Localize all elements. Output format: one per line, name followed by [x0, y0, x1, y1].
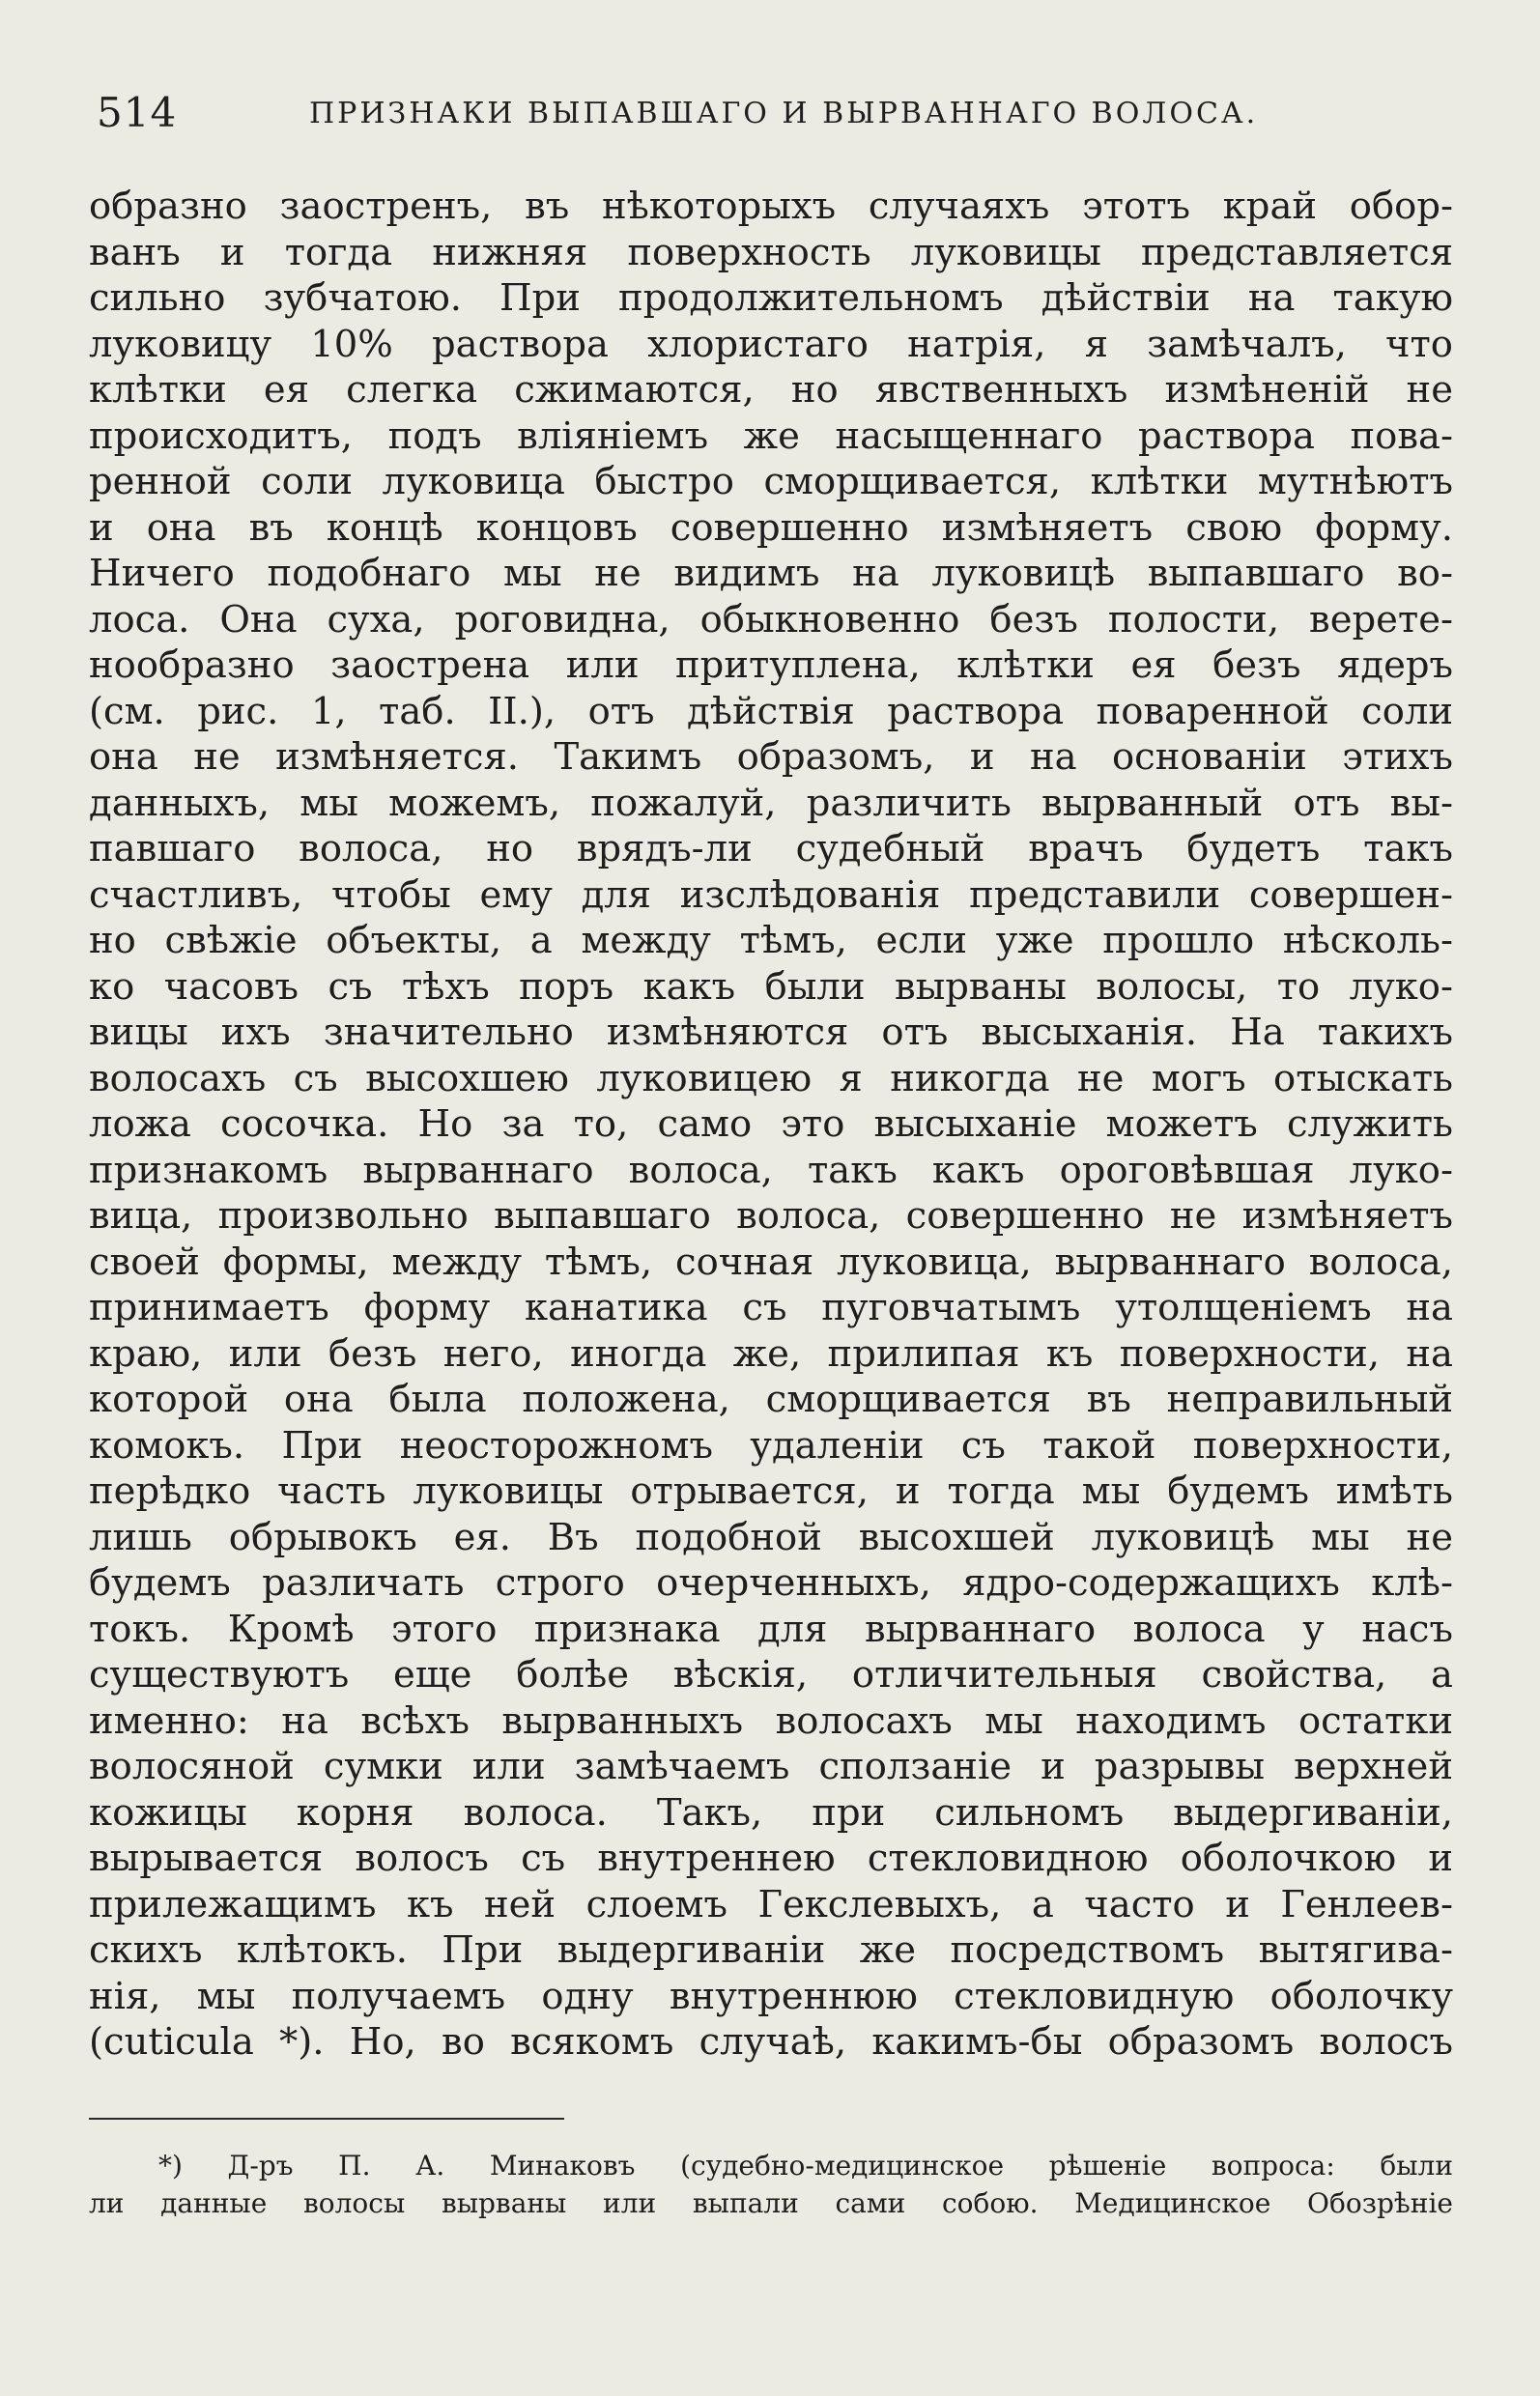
footnote-line: *) Д-ръ П. А. Минаковъ (судебно-медицинское рѣшеніе вопроса: были: [158, 2150, 1453, 2182]
text-line: которой она была положена, сморщивается въ неправильный: [89, 1378, 1453, 1421]
text-line: вырывается волосъ съ внутреннею стекловидною оболочкою и: [89, 1837, 1453, 1880]
text-line: волосахъ съ высохшею луковицею я никогда не могъ отыскать: [89, 1056, 1453, 1100]
text-line: образно заостренъ, въ нѣкоторыхъ случаяхъ этотъ край обор-: [89, 185, 1453, 228]
text-line: лоса. Она суха, роговидна, обыкновенно безъ полости, верете-: [89, 597, 1453, 642]
text-line: вицы ихъ значительно измѣняются отъ высыханія. На такихъ: [89, 1011, 1453, 1054]
text-line: ванъ и тогда нижняя поверхность луковицы представляется: [89, 230, 1453, 274]
page-header: [97, 89, 1469, 147]
text-line: токъ. Кромѣ этого признака для вырваннаго волоса у насъ: [89, 1607, 1453, 1651]
text-line: лишь обрывокъ ея. Въ подобной высохшей луковицѣ мы не: [89, 1515, 1453, 1559]
body-text: [89, 184, 1453, 2066]
text-line: ко часовъ съ тѣхъ поръ какъ были вырваны волосы, то луко-: [89, 964, 1453, 1009]
text-line: павшаго волоса, но врядъ-ли судебный врачъ будетъ такъ: [89, 827, 1453, 870]
text-line: существуютъ еще болѣе вѣскія, отличительныя свойства, а: [89, 1653, 1453, 1697]
text-line: краю, или безъ него, иногда же, прилипая къ поверхности, на: [89, 1331, 1453, 1376]
footnote-divider: [89, 2118, 564, 2120]
text-line: счастливъ, чтобы ему для изслѣдованія представили совершен-: [89, 872, 1453, 917]
text-line: скихъ клѣтокъ. При выдергиваніи же посредствомъ вытягива-: [89, 1928, 1453, 1972]
text-line: клѣтки ея слегка сжимаются, но явственныхъ измѣненій не: [89, 368, 1453, 412]
text-line: кожицы корня волоса. Такъ, при сильномъ выдергиваніи,: [89, 1790, 1453, 1835]
footnote: [89, 2147, 1453, 2222]
text-line: волосяной сумки или замѣчаемъ сползаніе и разрывы верхней: [89, 1745, 1453, 1788]
running-title: ПРИЗНАКИ ВЫПАВШАГО И ВЫРВАННАГО ВОЛОСА.: [309, 97, 1259, 130]
text-line: именно: на всѣхъ вырванныхъ волосахъ мы находимъ остатки: [89, 1698, 1453, 1743]
text-line: признакомъ вырваннаго волоса, такъ какъ ороговѣвшая луко-: [89, 1148, 1453, 1192]
text-line: данныхъ, мы можемъ, пожалуй, различить вырванный отъ вы-: [89, 781, 1453, 825]
text-line: вица, произвольно выпавшаго волоса, совершенно не измѣняетъ: [89, 1194, 1453, 1238]
text-line: своей формы, между тѣмъ, сочная луковица, вырваннаго волоса,: [89, 1240, 1453, 1284]
text-line: она не измѣняется. Такимъ образомъ, и на основаніи этихъ: [89, 735, 1453, 779]
text-line: нообразно заострена или притуплена, клѣтки ея безъ ядеръ: [89, 643, 1453, 687]
text-line: ренной соли луковица быстро сморщивается, клѣтки мутнѣютъ: [89, 460, 1453, 503]
text-line: и она въ концѣ концовъ совершенно измѣняетъ свою форму.: [89, 505, 1453, 550]
text-line: ложа сосочка. Но за то, само это высыханіе можетъ служить: [89, 1102, 1453, 1146]
text-line: прилежащимъ къ ней слоемъ Гекслевыхъ, а часто и Генлеев-: [89, 1882, 1453, 1926]
text-line: Ничего подобнаго мы не видимъ на луковицѣ выпавшаго во-: [89, 552, 1453, 595]
text-line: перѣдко часть луковицы отрывается, и тогда мы будемъ имѣть: [89, 1469, 1453, 1513]
text-line: принимаетъ форму канатика съ пуговчатымъ утолщеніемъ на: [89, 1286, 1453, 1329]
text-line: происходитъ, подъ вліяніемъ же насыщеннаго раствора пова-: [89, 414, 1453, 458]
text-line: (cuticula *). Но, во всякомъ случаѣ, какимъ-бы образомъ волосъ: [89, 2020, 1453, 2064]
text-line: но свѣжіе объекты, а между тѣмъ, если уже прошло нѣсколь-: [89, 919, 1453, 962]
text-line: (см. рис. 1, таб. II.), отъ дѣйствія раствора поваренной соли: [89, 689, 1453, 733]
page-number: 514: [97, 89, 178, 136]
text-line: луковицу 10% раствора хлористаго натрія, я замѣчалъ, что: [89, 322, 1453, 366]
text-line: будемъ различать строго очерченныхъ, ядро-содержащихъ клѣ-: [89, 1561, 1453, 1605]
text-line: нія, мы получаемъ одну внутреннюю стекловидную оболочку: [89, 1974, 1453, 2018]
footnote-line: ли данные волосы вырваны или выпали сами собою. Медицинское Обозрѣніе: [89, 2187, 1453, 2219]
text-line: сильно зубчатою. При продолжительномъ дѣйствіи на такую: [89, 276, 1453, 320]
text-line: комокъ. При неосторожномъ удаленіи съ такой поверхности,: [89, 1423, 1453, 1468]
